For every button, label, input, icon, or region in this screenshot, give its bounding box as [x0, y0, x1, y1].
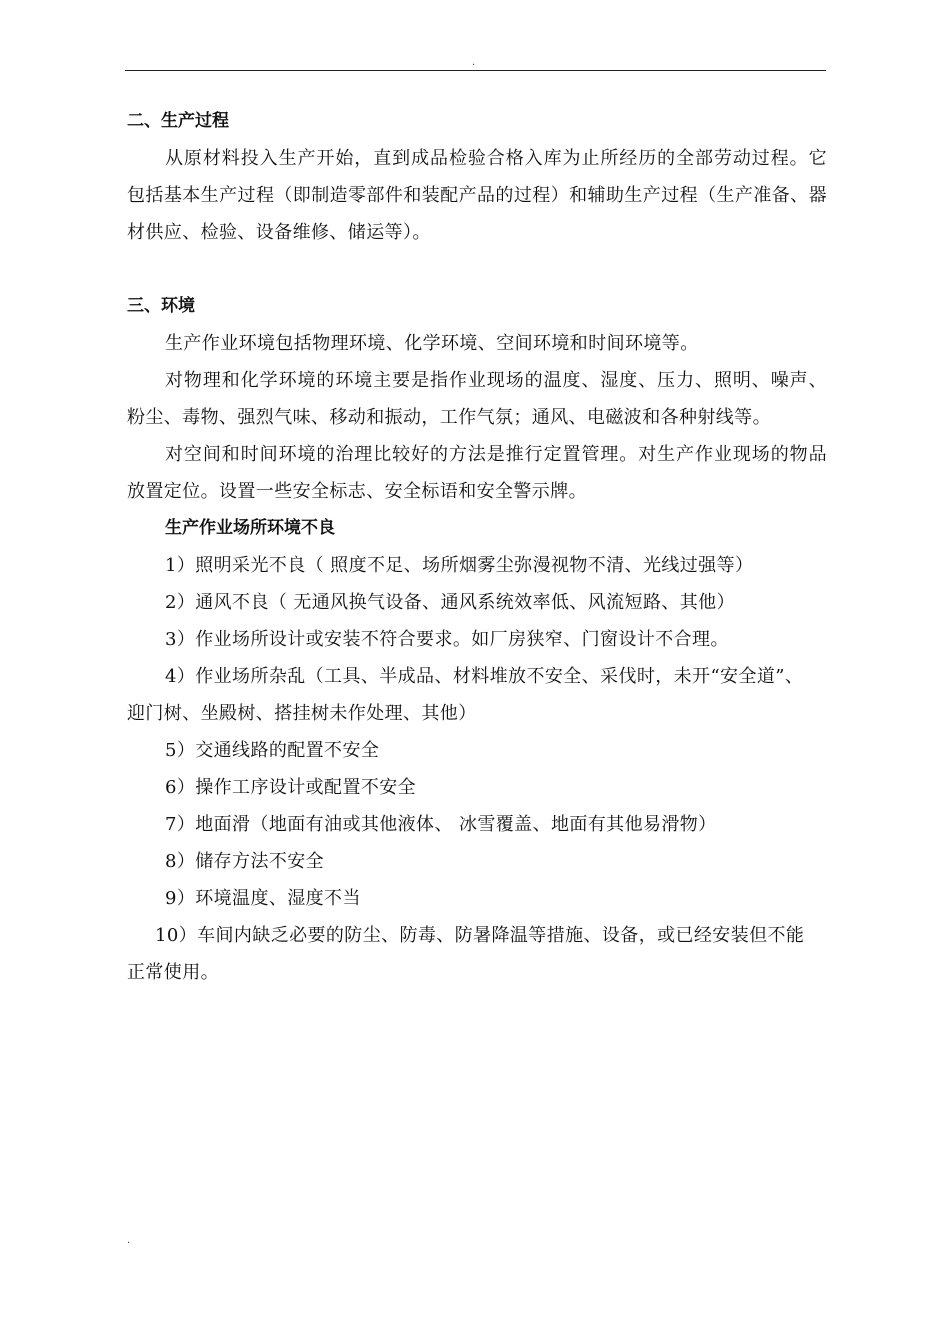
list-item: 4）作业场所杂乱（工具、半成品、材料堆放不安全、采伐时，未开“安全道”、 迎门树、坐殿树、搭挂树未作处理、其他）	[127, 666, 804, 724]
header-mark: .	[472, 57, 476, 68]
list-item: 3）作业场所设计或安装不符合要求。如厂房狭窄、门窗设计不合理。	[165, 629, 729, 650]
list-item: 1）照明采光不良（ 照度不足、场所烟雾尘弥漫视物不清、光线过强等）	[165, 555, 754, 576]
section-spacer	[127, 251, 827, 288]
environment-paragraph-3: 对空间和时间环境的治理比较好的方法是推行定置管理。对生产作业现场的物品放置定位。设置一些安全标志、安全标语和安全警示牌。	[127, 444, 827, 502]
list-item: 8）储存方法不安全	[165, 851, 325, 872]
section-heading-environment: 三、环境	[127, 296, 195, 316]
header-rule	[125, 70, 826, 71]
environment-paragraph-1: 生产作业环境包括物理环境、化学环境、空间环境和时间环境等。	[165, 333, 699, 354]
bad-environment-subheading: 生产作业场所环境不良	[165, 518, 335, 538]
list-item: 10）车间内缺乏必要的防尘、防毒、防暑降温等措施、设备，或已经安装但不能 正常使用。	[127, 925, 805, 983]
list-item: 9）环境温度、湿度不当	[165, 888, 361, 909]
list-item: 5）交通线路的配置不安全	[165, 740, 380, 761]
list-item: 2）通风不良（ 无通风换气设备、通风系统效率低、风流短路、其他）	[165, 592, 735, 613]
footer-mark: .	[127, 1235, 131, 1246]
production-process-paragraph: 从原材料投入生产开始，直到成品检验合格入库为止所经历的全部劳动过程。它包括基本生产过程（即制造零部件和装配产品的过程）和辅助生产过程（生产准备、器材供应、检验、设备维修、储运等）。	[127, 148, 827, 243]
list-item: 7）地面滑（地面有油或其他液体、 冰雪覆盖、地面有其他易滑物）	[165, 814, 717, 835]
document-body	[127, 103, 827, 991]
list-item: 6）操作工序设计或配置不安全	[165, 777, 417, 798]
environment-paragraph-2: 对物理和化学环境的环境主要是指作业现场的温度、湿度、压力、照明、噪声、粉尘、毒物、强烈气味、移动和振动，工作气氛；通风、电磁波和各种射线等。	[127, 370, 827, 428]
section-heading-production-process: 二、生产过程	[127, 111, 229, 131]
bad-environment-list	[127, 547, 827, 991]
